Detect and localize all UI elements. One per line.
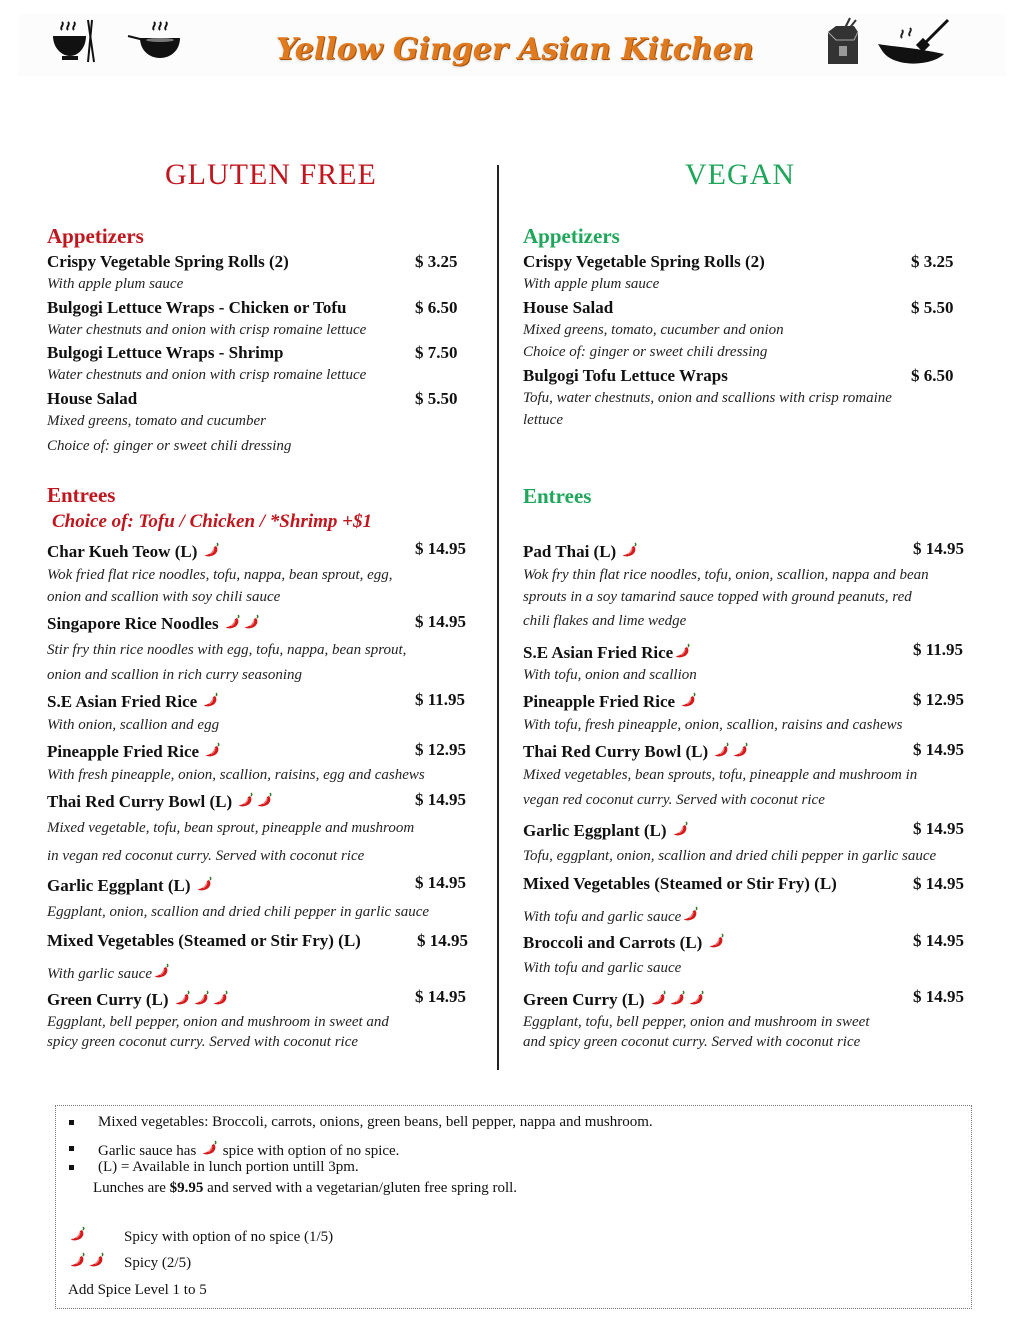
chili-pepper-icon [689, 990, 706, 1006]
restaurant-title: Yellow Ginger Asian Kitchen [276, 32, 754, 67]
bullet-icon [69, 1120, 74, 1125]
item-price: $ 12.95 [415, 740, 466, 759]
item-name: Pineapple Fried Rice [523, 692, 698, 712]
chili-pepper-icon [202, 1140, 219, 1156]
item-description: With garlic sauce [47, 963, 171, 983]
item-name: Pineapple Fried Rice [47, 742, 222, 762]
chili-pepper-icon [622, 542, 639, 558]
spice-level-indicator [195, 876, 214, 895]
item-name: Bulgogi Lettuce Wraps - Shrimp [47, 343, 284, 362]
note-garlic-sauce: Garlic sauce has spice with option of no spice. [98, 1140, 399, 1160]
gf-appetizers-heading: Appetizers [47, 224, 144, 248]
vegan-title: VEGAN [685, 158, 795, 191]
spice-level-indicator [152, 966, 171, 982]
item-price: $ 14.95 [913, 874, 964, 893]
chili-pepper-icon [675, 643, 692, 659]
item-price: $ 6.50 [911, 366, 954, 385]
item-description: With onion, scallion and egg [47, 717, 220, 733]
item-price: $ 14.95 [417, 931, 468, 950]
item-name: S.E Asian Fried Rice [523, 643, 692, 663]
item-price: $ 5.50 [415, 389, 458, 408]
item-price: $ 5.50 [911, 298, 954, 317]
item-price: $ 14.95 [415, 873, 466, 892]
item-price: $ 7.50 [415, 343, 458, 362]
chili-pepper-icon [257, 792, 274, 808]
chili-pepper-icon [203, 692, 220, 708]
chili-pepper-icon [244, 614, 261, 630]
gluten-free-title: GLUTEN FREE [165, 158, 377, 191]
item-description: Eggplant, bell pepper, onion and mushroom in sweet and [47, 1014, 389, 1030]
spice-level-indicator [707, 933, 726, 952]
item-name: S.E Asian Fried Rice [47, 692, 220, 712]
item-description: Tofu, eggplant, onion, scallion and dried chili pepper in garlic sauce [523, 848, 937, 864]
item-description: With apple plum sauce [523, 276, 660, 292]
chili-pepper-icon [213, 990, 230, 1006]
item-description: Eggplant, onion, scallion and dried chili pepper in garlic sauce [47, 904, 430, 920]
item-description: With tofu, onion and scallion [523, 667, 697, 683]
spice-level-indicator [649, 990, 706, 1009]
item-price: $ 14.95 [913, 931, 964, 950]
bullet-icon [69, 1146, 74, 1151]
spice-level-indicator [681, 909, 700, 925]
spice-level-indicator [173, 990, 230, 1009]
item-name: House Salad [523, 298, 614, 317]
item-name: Thai Red Curry Bowl (L) [523, 742, 750, 762]
item-description: Wok fried flat rice noodles, tofu, nappa, bean sprout, egg, [47, 567, 393, 583]
item-price: $ 12.95 [913, 690, 964, 709]
note-mixed-vegetables: Mixed vegetables: Broccoli, carrots, onions, green beans, bell pepper, nappa and mushroom. [98, 1114, 653, 1130]
item-name: House Salad [47, 389, 138, 408]
spice-level-indicator [679, 692, 698, 711]
column-divider [497, 165, 499, 1070]
item-name: Mixed Vegetables (Steamed or Stir Fry) (L) [523, 874, 837, 893]
item-description: Water chestnuts and onion with crisp romaine lettuce [47, 367, 367, 383]
item-name: Green Curry (L) [47, 990, 230, 1010]
chili-pepper-icon [175, 990, 192, 1006]
item-name: Thai Red Curry Bowl (L) [47, 792, 274, 812]
wok-bowl-icon [126, 16, 188, 68]
item-description: vegan red coconut curry. Served with coconut rice [523, 792, 825, 808]
item-name: Broccoli and Carrots (L) [523, 933, 726, 953]
item-description: With tofu, fresh pineapple, onion, scallion, raisins and cashews [523, 717, 903, 733]
item-description: Wok fry thin flat rice noodles, tofu, onion, scallion, nappa and bean [523, 567, 929, 583]
chili-pepper-icon [651, 990, 668, 1006]
note-lunch-price: Lunches are $9.95 and served with a vegetarian/gluten free spring roll. [93, 1180, 518, 1196]
item-name: Garlic Eggplant (L) [523, 821, 690, 841]
item-description: Water chestnuts and onion with crisp romaine lettuce [47, 322, 367, 338]
item-description: Choice of: ginger or sweet chili dressing [47, 438, 292, 454]
item-description: spicy green coconut curry. Served with coconut rice [47, 1034, 359, 1050]
legend-two-chili: Spicy (2/5) [68, 1252, 191, 1272]
item-description: Mixed greens, tomato and cucumber [47, 413, 266, 429]
spice-level-note: Add Spice Level 1 to 5 [68, 1282, 207, 1298]
chili-pepper-icon [197, 876, 214, 892]
chili-pepper-icon [709, 933, 726, 949]
item-name: Bulgogi Lettuce Wraps - Chicken or Tofu [47, 298, 347, 317]
item-name: Crispy Vegetable Spring Rolls (2) [47, 252, 289, 271]
spice-level-indicator [671, 821, 690, 840]
chili-pepper-icon [714, 742, 731, 758]
spice-level-indicator [203, 742, 222, 761]
chili-pepper-icon [225, 614, 242, 630]
chili-pepper-icon [204, 542, 221, 558]
menu-header [18, 14, 1006, 76]
item-description: onion and scallion with soy chili sauce [47, 589, 281, 605]
vegan-appetizers-heading: Appetizers [523, 224, 620, 248]
item-description: chili flakes and lime wedge [523, 613, 687, 629]
item-description: With apple plum sauce [47, 276, 184, 292]
item-description: Stir fry thin rice noodles with egg, tofu, nappa, bean sprout, [47, 642, 407, 658]
item-name: Crispy Vegetable Spring Rolls (2) [523, 252, 765, 271]
item-description: Mixed greens, tomato, cucumber and onion [523, 322, 784, 338]
item-price: $ 11.95 [415, 690, 466, 709]
spice-level-indicator [712, 742, 750, 761]
item-price: $ 3.25 [415, 252, 458, 271]
spice-level-indicator [202, 542, 221, 561]
chili-pepper-icon [154, 963, 171, 979]
chili-pepper-icon [238, 792, 255, 808]
item-description: Tofu, water chestnuts, onion and scallions with crisp romaine [523, 390, 892, 406]
item-name: Mixed Vegetables (Steamed or Stir Fry) (L) [47, 931, 361, 950]
item-price: $ 6.50 [415, 298, 458, 317]
menu-notes-box [55, 1105, 972, 1309]
item-description: and spicy green coconut curry. Served with coconut rice [523, 1034, 861, 1050]
spice-level-indicator [68, 1226, 124, 1246]
item-description: in vegan red coconut curry. Served with coconut rice [47, 848, 365, 864]
chili-pepper-icon [70, 1226, 87, 1242]
item-price: $ 14.95 [415, 539, 466, 558]
item-description: onion and scallion in rich curry seasoning [47, 667, 302, 683]
spice-level-indicator [223, 614, 261, 633]
item-name: Singapore Rice Noodles [47, 614, 261, 634]
item-name: Garlic Eggplant (L) [47, 876, 214, 896]
chili-pepper-icon [673, 821, 690, 837]
item-description: With fresh pineapple, onion, scallion, raisins, egg and cashews [47, 767, 425, 783]
item-name: Green Curry (L) [523, 990, 706, 1010]
item-description: With tofu and garlic sauce [523, 960, 682, 976]
chili-pepper-icon [670, 990, 687, 1006]
chili-pepper-icon [733, 742, 750, 758]
bullet-icon [69, 1165, 74, 1170]
spice-level-indicator [200, 1143, 219, 1159]
takeout-box-icon [824, 16, 864, 68]
wok-spatula-icon [874, 16, 954, 68]
item-description: Choice of: ginger or sweet chili dressing [523, 344, 768, 360]
note-lunch-portion: (L) = Available in lunch portion untill 3pm. [98, 1159, 359, 1175]
item-price: $ 14.95 [913, 987, 964, 1006]
item-description: With tofu and garlic sauce [523, 906, 700, 926]
gf-entrees-heading: Entrees [47, 483, 116, 507]
chili-pepper-icon [194, 990, 211, 1006]
chili-pepper-icon [89, 1252, 106, 1268]
protein-choice-note: Choice of: Tofu / Chicken / *Shrimp +$1 [52, 511, 372, 532]
item-description: Mixed vegetables, bean sprouts, tofu, pineapple and mushroom in [523, 767, 918, 783]
spice-level-indicator [620, 542, 639, 561]
item-price: $ 14.95 [913, 539, 964, 558]
item-name: Pad Thai (L) [523, 542, 639, 562]
item-price: $ 14.95 [415, 790, 466, 809]
item-price: $ 14.95 [415, 612, 466, 631]
soup-bowl-chopsticks-icon [50, 16, 100, 68]
spice-level-indicator [673, 643, 692, 662]
chili-pepper-icon [70, 1252, 87, 1268]
item-name: Bulgogi Tofu Lettuce Wraps [523, 366, 728, 385]
item-price: $ 14.95 [913, 740, 964, 759]
item-description: Eggplant, tofu, bell pepper, onion and mushroom in sweet [523, 1014, 870, 1030]
item-price: $ 14.95 [415, 987, 466, 1006]
chili-pepper-icon [205, 742, 222, 758]
item-description: sprouts in a soy tamarind sauce topped with ground peanuts, red [523, 589, 912, 605]
spice-level-indicator [236, 792, 274, 811]
chili-pepper-icon [683, 906, 700, 922]
spice-level-indicator [68, 1252, 124, 1272]
item-price: $ 3.25 [911, 252, 954, 271]
legend-one-chili: Spicy with option of no spice (1/5) [68, 1226, 333, 1246]
item-price: $ 14.95 [913, 819, 964, 838]
item-description: Mixed vegetable, tofu, bean sprout, pineapple and mushroom [47, 820, 415, 836]
item-description: lettuce [523, 412, 563, 428]
vegan-entrees-heading: Entrees [523, 484, 592, 508]
item-name: Char Kueh Teow (L) [47, 542, 221, 562]
chili-pepper-icon [681, 692, 698, 708]
item-price: $ 11.95 [913, 640, 964, 659]
spice-level-indicator [201, 692, 220, 711]
